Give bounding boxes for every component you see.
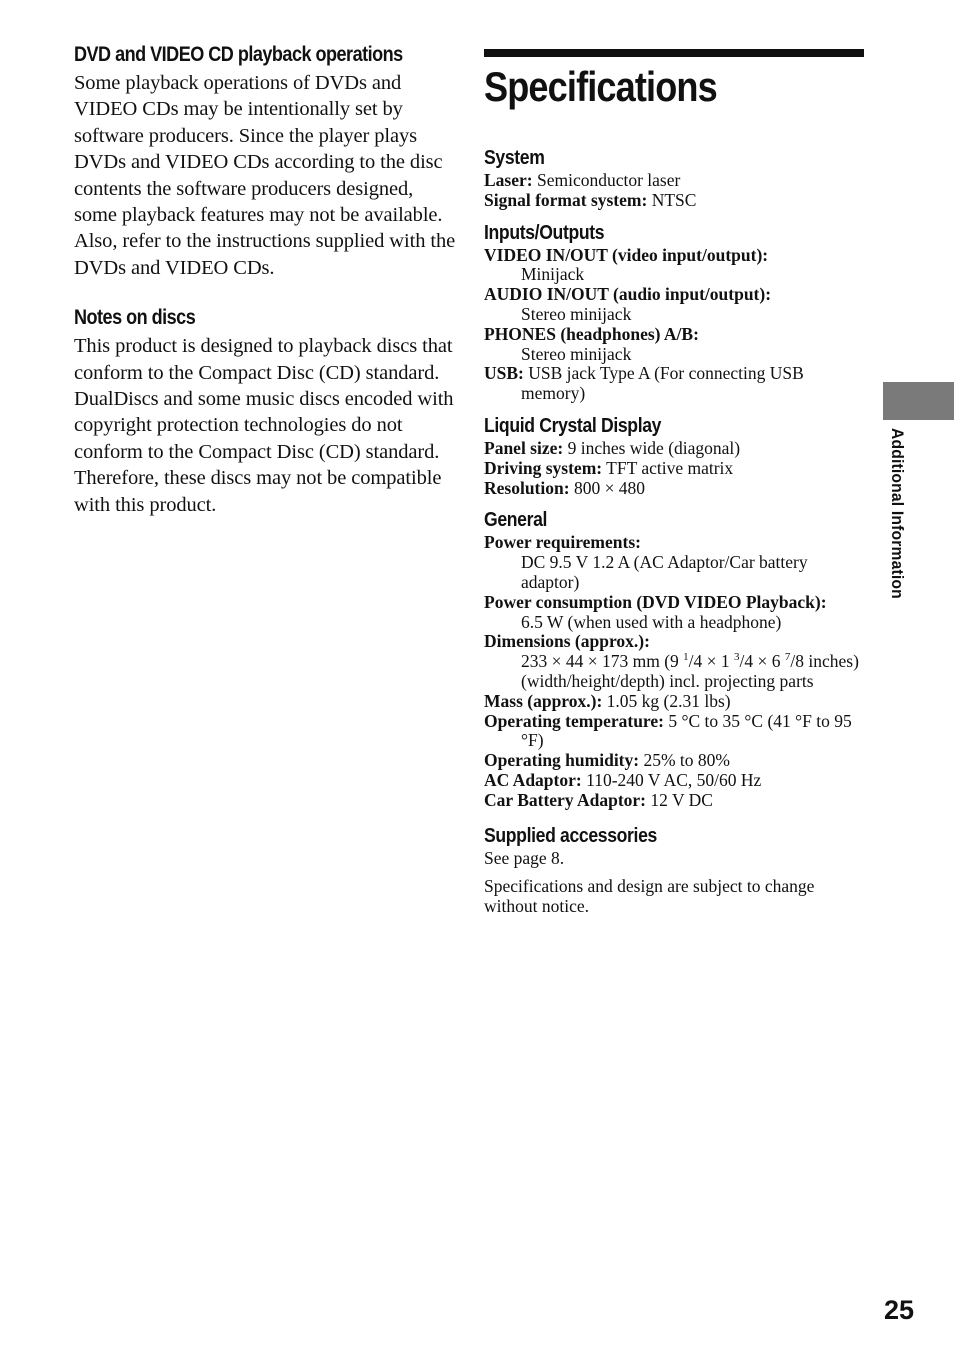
spec-phones-value: Stereo minijack bbox=[521, 343, 632, 364]
spec-signal-format: Signal format system: NTSC bbox=[484, 189, 697, 210]
dvd-playback-text: Some playback operations of DVDs and VIDEO CDs may be intentionally set by software producers. Since the player plays DVDs and VIDEO CDs according to the disc contents the software producers designed, some playback features may not be available. Also, refer to the instructions supplied with the DVDs and VIDEO CDs. bbox=[74, 72, 456, 279]
section-tab-marker bbox=[883, 382, 954, 420]
spec-car-battery-adaptor: Car Battery Adaptor: 12 V DC bbox=[484, 789, 713, 810]
specifications-notice: Specifications and design are subject to change without notice. bbox=[484, 876, 815, 917]
page-title: Specifications bbox=[484, 63, 717, 110]
spec-operating-humidity: Operating humidity: 25% to 80% bbox=[484, 750, 730, 771]
spec-power-cons-label: Power consumption (DVD VIDEO Playback): bbox=[484, 591, 827, 612]
spec-dimensions-value: 233 × 44 × 173 mm (9 $^1$/4 × 1 $^3$/4 × 6 $^7$/8 inches) (width/height/depth) incl. projecting parts bbox=[521, 651, 859, 691]
page-number: 25 bbox=[884, 1295, 915, 1325]
spec-mass: Mass (approx.): 1.05 kg (2.31 lbs) bbox=[484, 690, 731, 711]
spec-dimensions-label: Dimensions (approx.): bbox=[484, 631, 650, 652]
spec-video-value: Minijack bbox=[521, 264, 585, 285]
left-column bbox=[74, 40, 459, 518]
title-rule bbox=[484, 49, 864, 57]
spec-phones-label: PHONES (headphones) A/B: bbox=[484, 323, 699, 344]
spec-ac-adaptor: AC Adaptor: 110-240 V AC, 50/60 Hz bbox=[484, 769, 762, 790]
spec-resolution: Resolution: 800 × 480 bbox=[484, 477, 646, 498]
spec-driving-system: Driving system: TFT active matrix bbox=[484, 457, 734, 478]
spec-audio-label: AUDIO IN/OUT (audio input/output): bbox=[484, 284, 772, 305]
notes-on-discs-text-2: DualDiscs and some music discs encoded with copyright protection technologies do not conform to the Compact Disc (CD) standard. Therefore, these discs may not be compatible with this product. bbox=[74, 388, 454, 516]
inputs-outputs-heading: Inputs/Outputs bbox=[484, 221, 605, 244]
supplied-accessories-text: See page 8. bbox=[484, 847, 565, 868]
spec-video-label: VIDEO IN/OUT (video input/output): bbox=[484, 244, 769, 265]
spec-power-req-label: Power requirements: bbox=[484, 532, 641, 553]
section-label: Additional Information bbox=[888, 428, 907, 599]
right-column bbox=[484, 49, 864, 917]
spec-operating-temperature: Operating temperature: 5 °C to 35 °C (41 °F to 95 °F) bbox=[484, 710, 852, 751]
spec-laser: Laser: Semiconductor laser bbox=[484, 170, 681, 190]
general-heading: General bbox=[484, 509, 548, 532]
system-heading: System bbox=[484, 147, 545, 169]
dvd-playback-heading: DVD and VIDEO CD playback operations bbox=[74, 43, 403, 66]
spec-power-req-value: DC 9.5 V 1.2 A (AC Adaptor/Car battery adaptor) bbox=[521, 552, 808, 592]
spec-usb: USB: USB jack Type A (For connecting USB memory) bbox=[484, 363, 804, 404]
spec-power-cons-value: 6.5 W (when used with a headphone) bbox=[521, 611, 782, 632]
notes-on-discs-text-1: This product is designed to playback discs that conform to the Compact Disc (CD) standard. bbox=[74, 335, 453, 384]
lcd-heading: Liquid Crystal Display bbox=[484, 414, 662, 437]
notes-on-discs-heading: Notes on discs bbox=[74, 306, 196, 330]
spec-panel-size: Panel size: 9 inches wide (diagonal) bbox=[484, 437, 741, 458]
supplied-accessories-heading: Supplied accessories bbox=[484, 824, 657, 847]
spec-audio-value: Stereo minijack bbox=[521, 303, 632, 324]
